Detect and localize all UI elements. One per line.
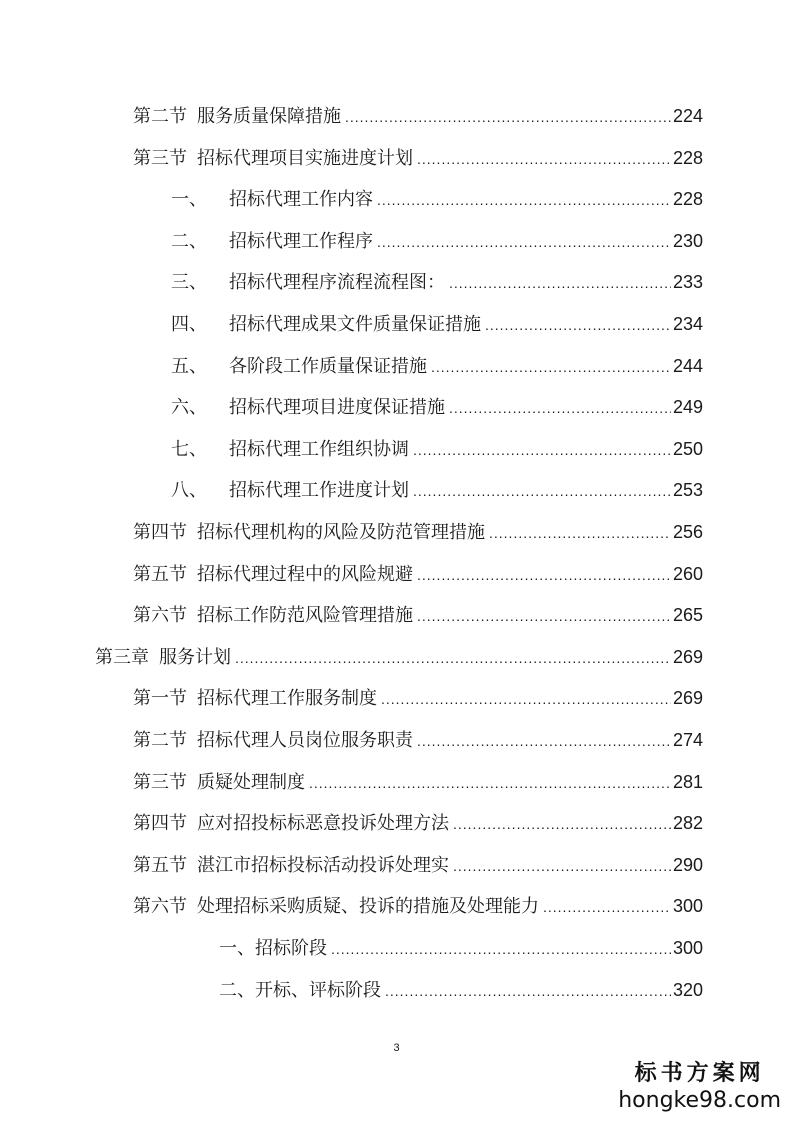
dot-leader: [309, 763, 671, 803]
toc-entry-page: 228: [672, 189, 703, 210]
dot-leader: [377, 222, 671, 262]
dot-leader: [453, 846, 671, 886]
dot-leader: [381, 679, 671, 719]
toc-entry-page: 256: [672, 522, 703, 542]
dot-leader: [413, 471, 671, 511]
toc-entry-title: 招标代理成果文件质量保证措施: [229, 314, 481, 335]
toc-entry-number: 三、: [171, 272, 207, 294]
watermark-url: hongke98.com: [618, 1088, 781, 1113]
toc-entry[interactable]: [133, 762, 703, 802]
toc-entry[interactable]: [171, 928, 703, 968]
toc-entry[interactable]: [133, 96, 703, 136]
toc-entry-page: 249: [672, 397, 703, 418]
toc-entry-page: 233: [672, 272, 703, 293]
toc-entry-number: 第三章: [95, 646, 149, 668]
toc-entry-page: 260: [672, 563, 703, 584]
toc-entry[interactable]: [133, 595, 703, 635]
toc-entry-number: 第二节: [133, 106, 187, 127]
toc-entry-number: 第六节: [133, 605, 187, 627]
dot-leader: [235, 638, 671, 678]
toc-entry-title: 招标代理人员岗位服务职责: [197, 730, 413, 751]
toc-entry-page: 234: [672, 314, 703, 334]
toc-entry[interactable]: [133, 886, 703, 926]
toc-entry-page: 300: [672, 938, 703, 958]
toc-entry[interactable]: [133, 845, 703, 885]
toc-entry-page: 228: [672, 147, 703, 168]
toc-entry-title: 招标代理项目进度保证措施: [229, 397, 445, 419]
toc-entry[interactable]: [171, 470, 703, 510]
dot-leader: [449, 263, 671, 303]
toc-entry-title: 招标代理程序流程流程图：: [229, 272, 445, 294]
dot-leader: [331, 929, 671, 969]
toc-entry[interactable]: [171, 179, 703, 219]
toc-entry-page: 269: [672, 646, 703, 667]
toc-entry-title: 招标代理工作组织协调: [229, 438, 409, 460]
toc-entry-page: 253: [672, 480, 703, 501]
toc-entry[interactable]: [133, 554, 703, 594]
toc-entry[interactable]: [133, 512, 703, 552]
toc-entry-number: 八、: [171, 480, 207, 502]
toc-entry[interactable]: [171, 221, 703, 261]
toc-entry-number: 五、: [171, 355, 207, 377]
toc-entry-number: 第三节: [133, 147, 187, 169]
toc-entry-page: 274: [672, 730, 703, 750]
dot-leader: [417, 596, 671, 636]
toc-entry-title: 招标工作防范风险管理措施: [197, 605, 413, 627]
toc-entry-title: 招标代理工作内容: [229, 189, 373, 211]
toc-entry-title: 招标代理机构的风险及防范管理措施: [197, 522, 485, 543]
toc-entry[interactable]: [133, 678, 703, 718]
page-number: 3: [393, 1042, 400, 1054]
toc-entry-page: 269: [672, 688, 703, 709]
toc-entry-page: 265: [672, 605, 703, 626]
dot-leader: [417, 721, 671, 761]
toc-entry[interactable]: [171, 387, 703, 427]
toc-entry-title: 招标代理工作程序: [229, 230, 373, 252]
toc-entry-title: 各阶段工作质量保证措施: [229, 355, 427, 377]
toc-entry-title: 质疑处理制度: [197, 771, 305, 793]
toc-entry[interactable]: [171, 970, 703, 1010]
dot-leader: [489, 513, 671, 553]
toc-entry[interactable]: [171, 346, 703, 386]
toc-entry-title: 湛江市招标投标活动投诉处理实: [197, 854, 449, 876]
dot-leader: [449, 388, 671, 428]
toc-entry-title: 服务质量保障措施: [197, 106, 341, 127]
toc-entry-number: 第二节: [133, 730, 187, 751]
toc-entry-page: 250: [672, 438, 703, 459]
dot-leader: [543, 887, 671, 927]
toc-entry-page: 224: [672, 106, 703, 126]
toc-entry-number: 四、: [171, 314, 207, 335]
toc-entry-title: 应对招投标标恶意投诉处理方法: [197, 813, 449, 835]
toc-entry-page: 320: [672, 979, 703, 1000]
toc-entry-number: 六、: [171, 397, 207, 419]
toc-entry-number: 第四节: [133, 522, 187, 543]
toc-entry-page: 230: [672, 230, 703, 251]
toc-entry-title: 招标代理过程中的风险规避: [197, 563, 413, 585]
toc-entry[interactable]: [95, 637, 703, 677]
toc-entry-number: 第六节: [133, 896, 187, 918]
dot-leader: [453, 804, 671, 844]
toc-entry-number: 第一节: [133, 688, 187, 710]
toc-entry-number: 七、: [171, 438, 207, 460]
toc-entry-page: 282: [672, 813, 703, 834]
toc-entry-title: 招标代理工作服务制度: [197, 688, 377, 710]
toc-entry-page: 300: [672, 896, 703, 917]
toc-entry-page: 244: [672, 355, 703, 376]
toc-entry[interactable]: [171, 262, 703, 302]
toc-entry-title: 招标代理工作进度计划: [229, 480, 409, 502]
dot-leader: [413, 430, 671, 470]
toc-entry-title: 处理招标采购质疑、投诉的措施及处理能力: [197, 896, 539, 918]
toc-entry-page: 281: [672, 771, 703, 792]
dot-leader: [385, 971, 671, 1011]
toc-entry-number: 第五节: [133, 563, 187, 585]
dot-leader: [345, 97, 671, 137]
toc-entry-number: 第五节: [133, 854, 187, 876]
toc-entry-title: 服务计划: [159, 646, 231, 668]
toc-entry-number: 第三节: [133, 771, 187, 793]
toc-entry-number: 一、: [171, 189, 207, 211]
dot-leader: [377, 180, 671, 220]
toc-entry[interactable]: [171, 429, 703, 469]
toc-entry-number: 第四节: [133, 813, 187, 835]
watermark-brand: 标书方案网: [634, 1061, 765, 1086]
toc-entry[interactable]: [171, 304, 703, 344]
toc-entry-title: 一、招标阶段: [219, 938, 327, 959]
watermark-logo: [618, 1060, 781, 1114]
dot-leader: [417, 139, 671, 179]
toc-entry[interactable]: [133, 720, 703, 760]
toc-entry-number: 二、: [171, 230, 207, 252]
toc-entry[interactable]: [133, 803, 703, 843]
toc-entry-title: 招标代理项目实施进度计划: [197, 147, 413, 169]
toc-entry-title: 二、开标、评标阶段: [219, 979, 381, 1001]
toc-entry-page: 290: [672, 854, 703, 875]
dot-leader: [431, 347, 671, 387]
toc-entry[interactable]: [133, 138, 703, 178]
dot-leader: [485, 305, 671, 345]
dot-leader: [417, 555, 671, 595]
